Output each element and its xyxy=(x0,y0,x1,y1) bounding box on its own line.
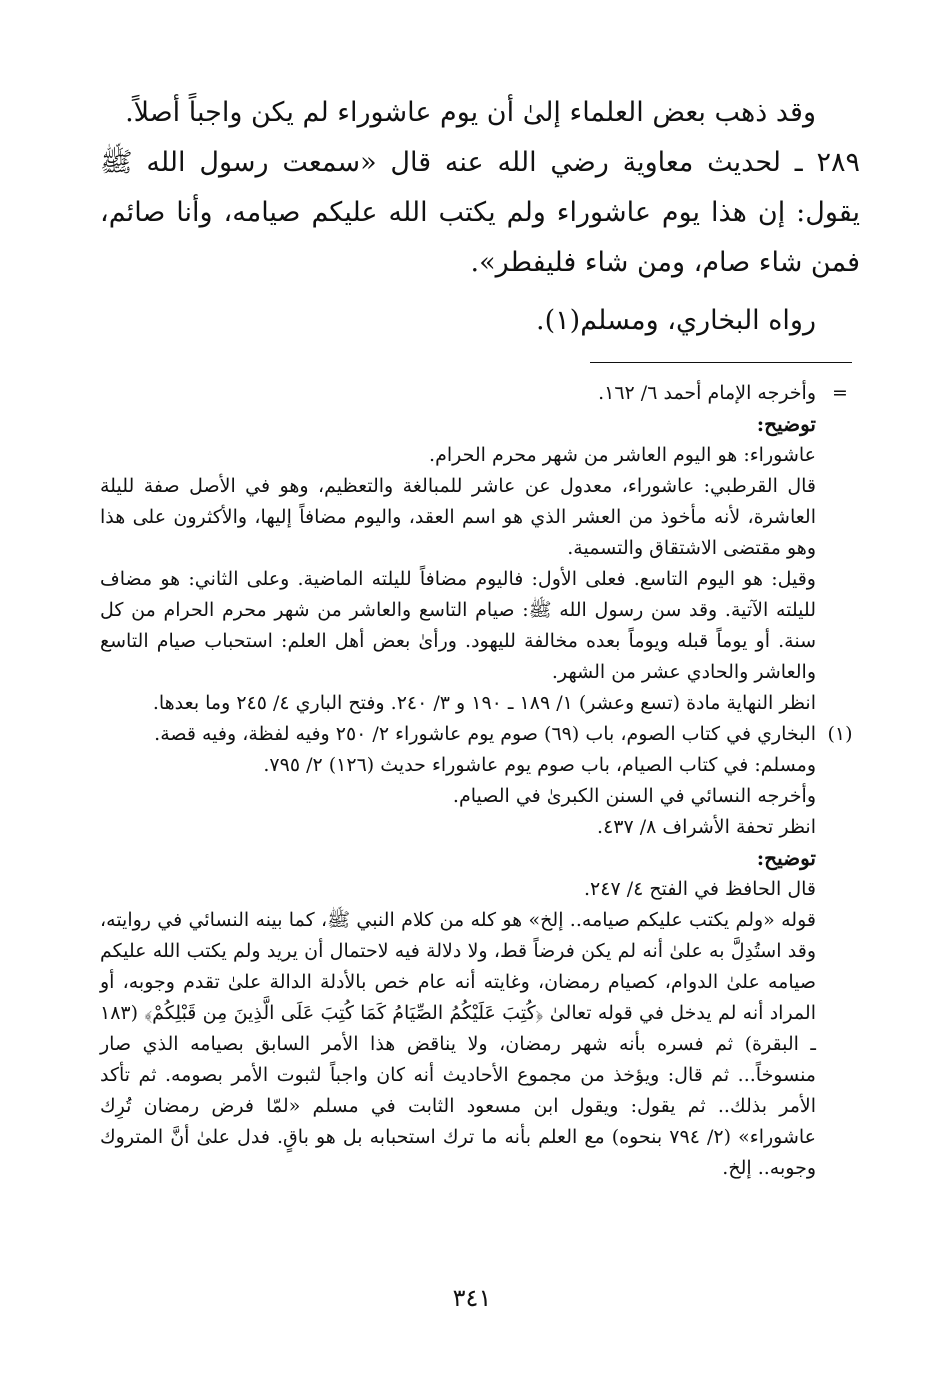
footnote-line: وأخرجه النسائي في السنن الكبرىٰ في الصيام. xyxy=(452,785,816,807)
hadith-source: رواه البخاري، ومسلم(١). xyxy=(536,305,816,336)
continuation-marker: = xyxy=(832,382,848,404)
footnote-line: ومسلم: في كتاب الصيام، باب صوم يوم عاشوراء حديث (١٢٦) ٢/ ٧٩٥. xyxy=(263,754,816,776)
note-line: قال القرطبي: عاشوراء، معدول عن عاشر للمبالغة والتعظيم، وهو في الأصل صفة لليلة العاشرة، لأنه مأخوذ من العشر الذي هو اسم العقد، واليوم مضافاً إليها، والأكثرون على هذا وهو مقتضى الاشتقاق والتسمية. xyxy=(100,475,816,559)
main-text xyxy=(100,88,860,346)
note-line: انظر النهاية مادة (تسع وعشر) ١/ ١٨٩ ـ ١٩٠ و ٣/ ٢٤٠. وفتح الباري ٤/ ٢٤٥ وما بعدها. xyxy=(152,692,816,714)
footnote-continuation xyxy=(100,378,860,719)
note-line: عاشوراء: هو اليوم العاشر من شهر محرم الحرام. xyxy=(429,444,816,466)
continuation-line: وأخرجه الإمام أحمد ٦/ ١٦٢. xyxy=(598,382,816,404)
opening-line: وقد ذهب بعض العلماء إلىٰ أن يوم عاشوراء لم يكن واجباً أصلاً. xyxy=(125,97,816,128)
footnote-line: البخاري في كتاب الصوم، باب (٦٩) صوم يوم عاشوراء ٢/ ٢٥٠ وفيه لفظة، وفيه قصة. xyxy=(154,723,816,745)
footnote-marker: (١) xyxy=(827,723,853,745)
hadith-289: ٢٨٩ ـ لحديث معاوية رضي الله عنه قال «سمعت رسول الله ﷺ يقول: إن هذا يوم عاشوراء ولم يكتب الله عليكم صيامه، وأنا صائم، فمن شاء صام، ومن شاء فليفطر». xyxy=(100,147,860,278)
note-line: قال الحافظ في الفتح ٤/ ٢٤٧. xyxy=(583,878,816,900)
page-number: ٣٤١ xyxy=(452,1284,492,1312)
footnote-1 xyxy=(100,719,860,1184)
footnote-line: انظر تحفة الأشراف ٨/ ٤٣٧. xyxy=(597,816,816,838)
explanation-heading: توضيح: xyxy=(756,412,816,436)
note-line: وقيل: هو اليوم التاسع. فعلى الأول: فاليوم مضافاً لليلته الماضية. وعلى الثاني: هو مضاف لليلته الآتية. وقد سن رسول الله ﷺ: صيام التاسع والعاشر من شهر محرم الحرام من كل سنة. أو يوماً قبله ويوماً بعده مخالفة لليهود. ورأىٰ بعض أهل العلم: استحباب صيام التاسع والعاشر والحادي عشر من الشهر. xyxy=(100,568,816,683)
footnote-separator xyxy=(590,362,852,363)
footnotes xyxy=(100,378,860,1184)
note-line: قوله «ولم يكتب عليكم صيامه.. إلخ» هو كله من كلام النبي ﷺ، كما بينه النسائي في روايته، وقد استُدِلَّ به علىٰ أنه لم يكن فرضاً قط، ولا دلالة فيه لاحتمال أن يريد ولم يكتب الله عليكم صيامه علىٰ الدوام، كصيام رمضان، وغايته أنه عام خص بالأدلة الدالة علىٰ تقدم وجوبه، أو المراد أنه لم يدخل في قوله تعالىٰ ﴿كُتِبَ عَلَيْكُمُ الصِّيَامُ كَمَا كُتِبَ عَلَى الَّذِينَ مِن قَبْلِكُمْ﴾ (١٨٣ ـ البقرة) ثم فسره بأنه شهر رمضان، ولا يناقض هذا الأمر السابق بصيامه الذي صار منسوخاً... ثم قال: ويؤخذ من مجموع الأحاديث أنه كان واجباً لثبوت الأمر بصومه. ثم تأكد الأمر بذلك.. ثم يقول: ويقول ابن مسعود الثابت في مسلم «لمّا فرض رمضان تُرِك عاشوراء» (٢/ ٧٩٤ بنحوه) مع العلم بأنه ما ترك استحبابه بل هو باقٍ. فدل علىٰ أنَّ المتروك وجوبه.. إلخ. xyxy=(100,909,817,1179)
explanation-heading: توضيح: xyxy=(756,846,816,870)
